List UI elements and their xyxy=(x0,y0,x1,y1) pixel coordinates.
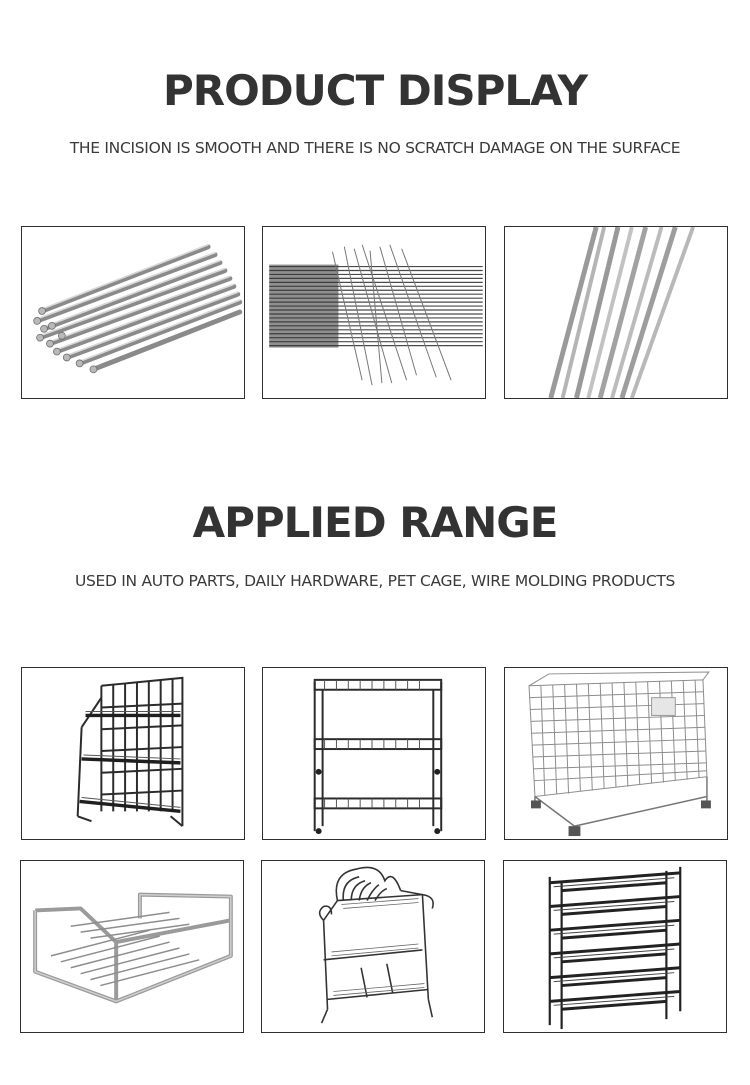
silver-wire-rods-image xyxy=(504,226,728,399)
plant-stand-icon xyxy=(263,668,485,839)
chrome-basket-rack-icon xyxy=(21,861,243,1032)
product-display-title: PRODUCT DISPLAY xyxy=(162,66,588,115)
wire-display-rack-image xyxy=(21,667,245,840)
silver-wire-rods-icon xyxy=(505,227,727,398)
product-display-subtitle: THE INCISION IS SMOOTH AND THERE IS NO SCRATCH DAMAGE ON THE SURFACE xyxy=(69,139,681,157)
applied-range-subtitle: USED IN AUTO PARTS, DAILY HARDWARE, PET CAGE, WIRE MOLDING PRODUCTS xyxy=(74,572,676,590)
six-tier-shoe-rack-image xyxy=(503,860,727,1033)
shoe-rack-icon xyxy=(504,861,726,1032)
steel-rod-bundle-icon xyxy=(22,227,244,398)
decorative-shelf-icon xyxy=(262,861,484,1032)
black-wire-strands-icon xyxy=(263,227,485,398)
steel-rod-bundle-image xyxy=(21,226,245,399)
decorative-wire-shelf-image xyxy=(261,860,485,1033)
chrome-wire-basket-rack-image xyxy=(20,860,244,1033)
black-wire-strands-image xyxy=(262,226,486,399)
wire-display-rack-icon xyxy=(22,668,244,839)
applied-range-title: APPLIED RANGE xyxy=(192,498,558,547)
three-tier-plant-stand-image xyxy=(262,667,486,840)
storage-cage-icon xyxy=(505,668,727,839)
wire-mesh-storage-cage-image xyxy=(504,667,728,840)
